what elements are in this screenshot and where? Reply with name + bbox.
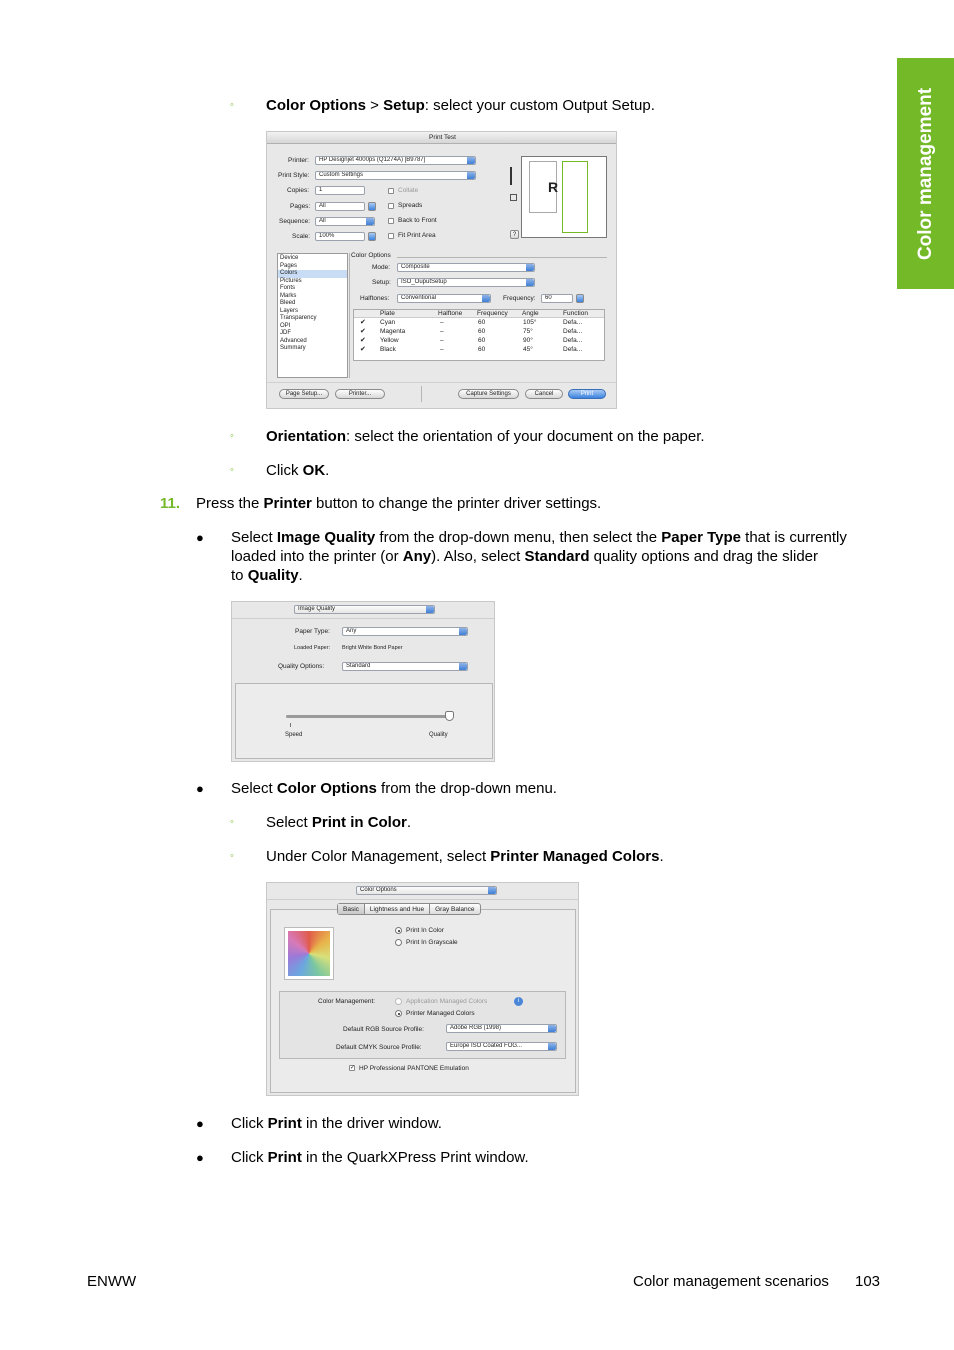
color-tabs: [337, 903, 481, 915]
frequency-label: Frequency:: [503, 295, 536, 302]
scale-stepper[interactable]: [368, 232, 376, 241]
bullet: ●: [196, 1116, 204, 1131]
plate-frequency: 60: [478, 328, 486, 335]
instruction-step-11: Press the Printer button to change the printer driver settings.: [196, 495, 602, 512]
sub-bullet: ◦: [230, 850, 234, 862]
nav-item-layers[interactable]: Layers: [280, 307, 299, 314]
instruction-orientation: Orientation: select the orientation of your document on the paper.: [266, 428, 705, 445]
print-sections-items: [280, 255, 347, 353]
plate-angle: 90°: [523, 337, 533, 344]
printer-managed-label: Printer Managed Colors: [406, 1010, 475, 1017]
print-in-color-radio[interactable]: [395, 927, 402, 934]
instruction-click-print-quark: Click Print in the QuarkXPress Print window.: [231, 1149, 529, 1166]
chapter-side-tab: [897, 58, 954, 289]
application-managed-label: Application Managed Colors: [406, 998, 488, 1005]
plate-halftone: –: [440, 337, 444, 344]
button-divider: [421, 386, 422, 402]
nav-item-opi[interactable]: OPI: [280, 322, 291, 329]
quality-options-select[interactable]: Standard: [342, 662, 468, 671]
instruction-click-ok: Click OK.: [266, 462, 330, 479]
preview-letter: R: [548, 179, 559, 195]
slider-speed-label: Speed: [285, 732, 303, 738]
dialog-title-bar: [267, 132, 617, 144]
nav-item-device[interactable]: Device: [280, 255, 299, 261]
loaded-paper-label: Loaded Paper:: [294, 645, 331, 651]
orientation-arrow-icon: [510, 167, 516, 185]
plate-name: Yellow: [380, 337, 399, 344]
info-icon[interactable]: i: [514, 997, 523, 1006]
step-number: 11.: [160, 495, 181, 512]
setup-select[interactable]: ISO_OuputSetup: [397, 278, 535, 287]
plate-angle: 45°: [523, 346, 533, 353]
bullet: ●: [196, 1150, 204, 1165]
quality-slider-panel: [235, 683, 493, 759]
halftones-label: Halftones:: [360, 295, 390, 302]
plates-table: [353, 309, 605, 361]
panel-menu-select[interactable]: Color Options: [356, 886, 497, 895]
col-function: Function: [563, 310, 588, 317]
footer-left: ENWW: [87, 1273, 137, 1290]
check-icon: ✔: [360, 319, 366, 326]
image-quality-screenshot: [231, 601, 495, 762]
capture-settings-button[interactable]: Capture Settings: [458, 389, 519, 399]
quality-options-label: Quality Options:: [278, 663, 325, 670]
plate-halftone: –: [440, 346, 444, 353]
cmyk-profile-select[interactable]: Europe ISO Coated FOG...: [446, 1042, 557, 1051]
quality-slider-track[interactable]: [286, 715, 449, 718]
copies-input[interactable]: 1: [315, 186, 365, 195]
color-management-label: Color Management:: [318, 998, 376, 1005]
col-halftone: Halftone: [438, 310, 463, 317]
plate-function: Defa...: [563, 337, 583, 344]
printer-select[interactable]: HP Designjet 4000ps (Q1274A) [B9787]: [315, 156, 476, 165]
print-button[interactable]: Print: [568, 389, 606, 399]
plate-function: Defa...: [563, 346, 583, 353]
table-row[interactable]: [354, 346, 604, 355]
plate-frequency: 60: [478, 346, 486, 353]
table-row[interactable]: [354, 319, 604, 328]
print-style-label: Print Style:: [278, 172, 310, 179]
nav-item-summary[interactable]: Summary: [280, 345, 306, 351]
dialog-title: Print Test: [429, 134, 456, 141]
application-managed-radio[interactable]: [395, 998, 402, 1005]
nav-item-colors[interactable]: Colors: [278, 270, 347, 278]
print-sections-list: [277, 253, 348, 378]
fit-print-area-label: Fit Print Area: [398, 232, 436, 239]
pantone-checkbox[interactable]: ✓: [350, 1065, 356, 1071]
help-button[interactable]: ?: [510, 230, 519, 239]
instruction-select-print-in-color: Select Print in Color.: [266, 814, 412, 831]
cancel-button[interactable]: Cancel: [525, 389, 563, 399]
page-preview: [521, 156, 607, 238]
sub-bullet: ◦: [230, 816, 234, 828]
instruction-under-color-management: Under Color Management, select Printer Managed Colors.: [266, 848, 664, 865]
plate-angle: 105°: [523, 319, 537, 326]
scale-input[interactable]: 100%: [315, 232, 365, 241]
back-to-front-checkbox[interactable]: [388, 218, 394, 224]
printer-button[interactable]: Printer...: [335, 389, 385, 399]
menu-rule: [267, 899, 579, 900]
table-row[interactable]: [354, 328, 604, 337]
collate-checkbox[interactable]: [388, 188, 394, 194]
plate-name: Cyan: [380, 319, 396, 326]
scale-label: Scale:: [292, 233, 311, 240]
preview-printable-area: [562, 161, 588, 233]
footer-section-title: Color management scenarios: [633, 1273, 829, 1290]
plates-table-header: [354, 310, 604, 318]
bullet: ●: [196, 530, 204, 545]
pantone-label: HP Professional PANTONE Emulation: [359, 1065, 469, 1072]
color-options-screenshot: [266, 882, 579, 1096]
plate-frequency: 60: [478, 337, 486, 344]
instruction-image-quality-line2: loaded into the printer (or Any). Also, select Standard quality options and drag the slider: [231, 548, 818, 565]
nav-item-advanced[interactable]: Advanced: [280, 337, 307, 344]
frequency-input[interactable]: 60: [541, 294, 573, 303]
tab-basic[interactable]: Basic: [338, 904, 365, 914]
color-options-heading: Color Options: [351, 252, 391, 259]
plate-halftone: –: [440, 319, 444, 326]
printer-label: Printer:: [288, 157, 309, 164]
instruction-click-print-driver: Click Print in the driver window.: [231, 1115, 442, 1132]
setup-label: Setup:: [372, 279, 391, 286]
color-preview-image: [288, 931, 330, 976]
loaded-paper-value: Bright White Bond Paper: [342, 645, 403, 651]
print-in-color-label: Print In Color: [406, 927, 444, 934]
pages-stepper[interactable]: [368, 202, 376, 211]
check-icon: ✔: [360, 328, 366, 335]
nav-item-pages[interactable]: Pages: [280, 262, 298, 269]
heading-rule: [397, 257, 607, 258]
copies-label: Copies:: [287, 187, 310, 194]
instruction-select-color-options: Select Color Options from the drop-down menu.: [231, 780, 557, 797]
rgb-profile-label: Default RGB Source Profile:: [343, 1026, 424, 1033]
spreads-label: Spreads: [398, 202, 423, 209]
plate-halftone: –: [440, 328, 444, 335]
collate-label: Collate: [398, 187, 419, 194]
color-preview-frame: [284, 927, 334, 980]
button-bar-rule: [267, 382, 617, 383]
print-dialog-screenshot: [266, 131, 617, 409]
rgb-profile-select[interactable]: Adobe RGB (1998): [446, 1024, 557, 1033]
table-row[interactable]: [354, 337, 604, 346]
sequence-select[interactable]: All: [315, 217, 375, 226]
nav-item-marks[interactable]: Marks: [280, 292, 297, 299]
print-in-grayscale-label: Print In Grayscale: [406, 939, 458, 946]
check-icon: ✔: [360, 346, 366, 353]
paper-type-label: Paper Type:: [295, 628, 330, 635]
mode-label: Mode:: [372, 264, 391, 271]
instruction-color-options-setup: Color Options > Setup: select your custom Output Setup.: [266, 97, 655, 114]
fit-print-area-checkbox[interactable]: [388, 233, 394, 239]
instruction-image-quality-line1: Select Image Quality from the drop-down menu, then select the Paper Type that is currently: [231, 529, 847, 546]
plate-angle: 75°: [523, 328, 533, 335]
sub-bullet: ◦: [230, 430, 234, 442]
pages-label: Pages:: [290, 203, 311, 210]
halftones-select[interactable]: Conventional: [397, 294, 491, 303]
cmyk-profile-label: Default CMYK Source Profile:: [336, 1044, 422, 1051]
page-setup-button[interactable]: Page Setup...: [279, 389, 329, 399]
col-plate: Plate: [380, 310, 395, 317]
plate-name: Magenta: [380, 328, 406, 335]
instruction-image-quality-line3: to Quality.: [231, 567, 303, 584]
slider-tick: [290, 723, 291, 727]
back-to-front-label: Back to Front: [398, 217, 437, 224]
tab-lightness-and-hue[interactable]: Lightness and Hue: [365, 904, 430, 914]
sequence-label: Sequence:: [279, 218, 311, 225]
nav-item-jdf[interactable]: JDF: [280, 330, 291, 336]
plate-frequency: 60: [478, 319, 486, 326]
frequency-stepper[interactable]: [576, 294, 584, 303]
bullet: ●: [196, 781, 204, 796]
footer-page-number: 103: [855, 1273, 881, 1290]
menu-rule: [232, 618, 495, 619]
spreads-checkbox[interactable]: [388, 203, 394, 209]
col-angle: Angle: [522, 310, 539, 317]
nav-divider: [349, 253, 350, 378]
tab-gray-balance[interactable]: Gray Balance: [435, 906, 475, 913]
mode-select[interactable]: Composite: [397, 263, 535, 272]
sub-bullet: ◦: [230, 99, 234, 111]
plate-function: Defa...: [563, 328, 583, 335]
panel-menu-select[interactable]: Image Quality: [294, 605, 435, 614]
nav-item-transparency[interactable]: Transparency: [280, 315, 317, 321]
col-frequency: Frequency: [477, 310, 508, 317]
print-in-grayscale-radio[interactable]: [395, 939, 402, 946]
slider-quality-label: Quality: [429, 732, 448, 738]
printer-managed-radio[interactable]: [395, 1010, 402, 1017]
paper-type-select[interactable]: Any: [342, 627, 468, 636]
sub-bullet: ◦: [230, 464, 234, 476]
check-icon: ✔: [360, 337, 366, 344]
nav-item-fonts[interactable]: Fonts: [280, 285, 296, 291]
plate-name: Black: [380, 346, 396, 353]
nav-item-bleed[interactable]: Bleed: [280, 300, 296, 306]
chapter-side-tab-label: Color management: [914, 87, 936, 260]
nav-item-pictures[interactable]: Pictures: [280, 277, 302, 284]
quality-slider-thumb[interactable]: [445, 711, 454, 721]
plate-function: Defa...: [563, 319, 583, 326]
print-style-select[interactable]: Custom Settings: [315, 171, 476, 180]
pages-input[interactable]: All: [315, 202, 365, 211]
page-icon: [510, 194, 517, 201]
